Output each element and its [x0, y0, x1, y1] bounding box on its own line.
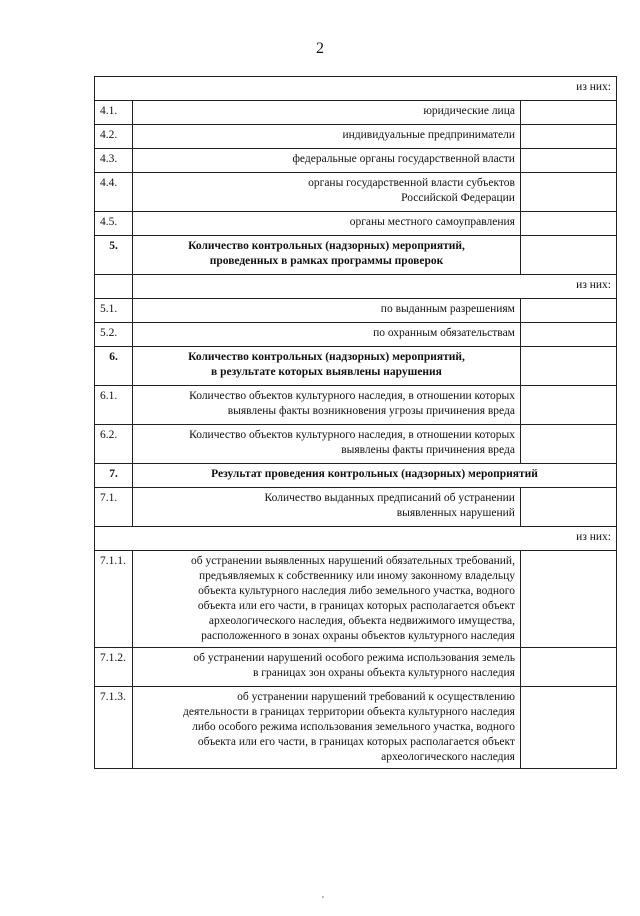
row-description — [133, 648, 521, 687]
table-row — [95, 347, 617, 386]
row-number: 6. — [95, 347, 133, 386]
row-description: Результат проведения контрольных (надзорных) мероприятий — [133, 464, 617, 488]
row-description: юридические лица — [133, 101, 521, 125]
value-cell[interactable] — [520, 488, 616, 527]
row-number: 4.5. — [95, 212, 133, 236]
subheading-cell — [95, 527, 617, 551]
row-number: 6.2. — [95, 425, 133, 464]
row-number: 4.3. — [95, 149, 133, 173]
description-line: объекта культурного наследия либо земельного участка, водного — [198, 585, 515, 597]
table-row — [95, 386, 617, 425]
table-row — [95, 125, 617, 149]
subheading-cell — [95, 77, 617, 101]
row-description: органы местного самоуправления — [133, 212, 521, 236]
row-number: 7.1.3. — [95, 687, 133, 769]
value-cell[interactable] — [520, 101, 616, 125]
description-line: объекта или его части, в границах которых располагается объект — [197, 600, 515, 612]
report-table — [94, 76, 617, 769]
row-description: по выданным разрешениям — [133, 299, 521, 323]
description-line: деятельности в границах территории объекта культурного наследия — [183, 706, 515, 718]
table-row — [95, 648, 617, 687]
description-line: об устранении нарушений особого режима использования земель — [193, 652, 515, 664]
value-cell[interactable] — [520, 648, 616, 687]
row-description: индивидуальные предприниматели — [133, 125, 521, 149]
subheading-text: из них: — [576, 279, 611, 291]
table-row — [95, 299, 617, 323]
table-row — [95, 77, 617, 101]
row-description — [133, 687, 521, 769]
row-description — [133, 551, 521, 648]
table-row — [95, 275, 617, 299]
value-cell[interactable] — [520, 323, 616, 347]
subheading-text: из них: — [576, 81, 611, 93]
value-cell[interactable] — [520, 551, 616, 648]
table-row — [95, 464, 617, 488]
row-number: 5. — [95, 236, 133, 275]
value-cell[interactable] — [520, 125, 616, 149]
description-line: предъявляемых к собственнику или иному законному владельцу — [198, 570, 515, 582]
row-number: 4.2. — [95, 125, 133, 149]
row-number: 7.1.1. — [95, 551, 133, 648]
description-line: выявлены факты причинения вреда — [341, 444, 515, 456]
value-cell[interactable] — [520, 236, 616, 275]
row-description: по охранным обязательствам — [133, 323, 521, 347]
value-cell[interactable] — [520, 212, 616, 236]
description-line: выявленных нарушений — [396, 507, 515, 519]
row-number: 5.1. — [95, 299, 133, 323]
subheading-cell — [133, 275, 617, 299]
row-description — [133, 386, 521, 425]
row-number: 6.1. — [95, 386, 133, 425]
table-row — [95, 173, 617, 212]
table-row — [95, 212, 617, 236]
row-description — [133, 425, 521, 464]
description-line: органы государственной власти субъектов — [308, 177, 515, 189]
row-description: федеральные органы государственной власти — [133, 149, 521, 173]
row-number: 4.4. — [95, 173, 133, 212]
row-description — [133, 236, 521, 275]
description-line: выявлены факты возникновения угрозы причинения вреда — [227, 405, 515, 417]
scan-artifact — [322, 896, 324, 898]
description-line: Количество объектов культурного наследия, в отношении которых — [189, 390, 515, 402]
row-description — [133, 173, 521, 212]
description-line: Количество выданных предписаний об устранении — [264, 492, 515, 504]
row-number: 4.1. — [95, 101, 133, 125]
value-cell[interactable] — [520, 149, 616, 173]
description-line: археологического наследия — [381, 751, 515, 763]
subheading-text: из них: — [576, 531, 611, 543]
table-row — [95, 323, 617, 347]
table-row — [95, 425, 617, 464]
row-number — [95, 275, 133, 299]
description-line: проведенных в рамках программы проверок — [209, 255, 444, 267]
table-row — [95, 551, 617, 648]
page-number: 2 — [316, 40, 324, 57]
description-line: Российской Федерации — [401, 192, 515, 204]
description-line: об устранении нарушений требований к осуществлению — [237, 691, 515, 703]
table-row — [95, 687, 617, 769]
description-line: об устранении выявленных нарушений обязательных требований, — [190, 555, 515, 567]
row-number: 7.1. — [95, 488, 133, 527]
description-line: Количество контрольных (надзорных) мероприятий, — [188, 240, 465, 252]
value-cell[interactable] — [520, 386, 616, 425]
description-line: Количество объектов культурного наследия, в отношении которых — [189, 429, 515, 441]
row-description — [133, 488, 521, 527]
table-row — [95, 149, 617, 173]
description-line: Количество контрольных (надзорных) мероприятий, — [188, 351, 465, 363]
description-line: археологического наследия, объекта недвижимого имущества, — [208, 615, 515, 627]
value-cell[interactable] — [520, 347, 616, 386]
table-row — [95, 236, 617, 275]
description-line: расположенного в зонах охраны объектов культурного наследия — [201, 630, 515, 642]
description-line: в границах зон охраны объекта культурного наследия — [252, 667, 515, 679]
description-line: объекта или его части, в границах которых располагается объект — [197, 736, 515, 748]
row-number: 7. — [95, 464, 133, 488]
value-cell[interactable] — [520, 299, 616, 323]
table-row — [95, 488, 617, 527]
row-number: 5.2. — [95, 323, 133, 347]
table-row — [95, 101, 617, 125]
row-number: 7.1.2. — [95, 648, 133, 687]
description-line: либо особого режима использования земельного участка, водного — [192, 721, 515, 733]
row-description — [133, 347, 521, 386]
value-cell[interactable] — [520, 173, 616, 212]
value-cell[interactable] — [520, 425, 616, 464]
table-row — [95, 527, 617, 551]
value-cell[interactable] — [520, 687, 616, 769]
description-line: в результате которых выявлены нарушения — [211, 366, 442, 378]
